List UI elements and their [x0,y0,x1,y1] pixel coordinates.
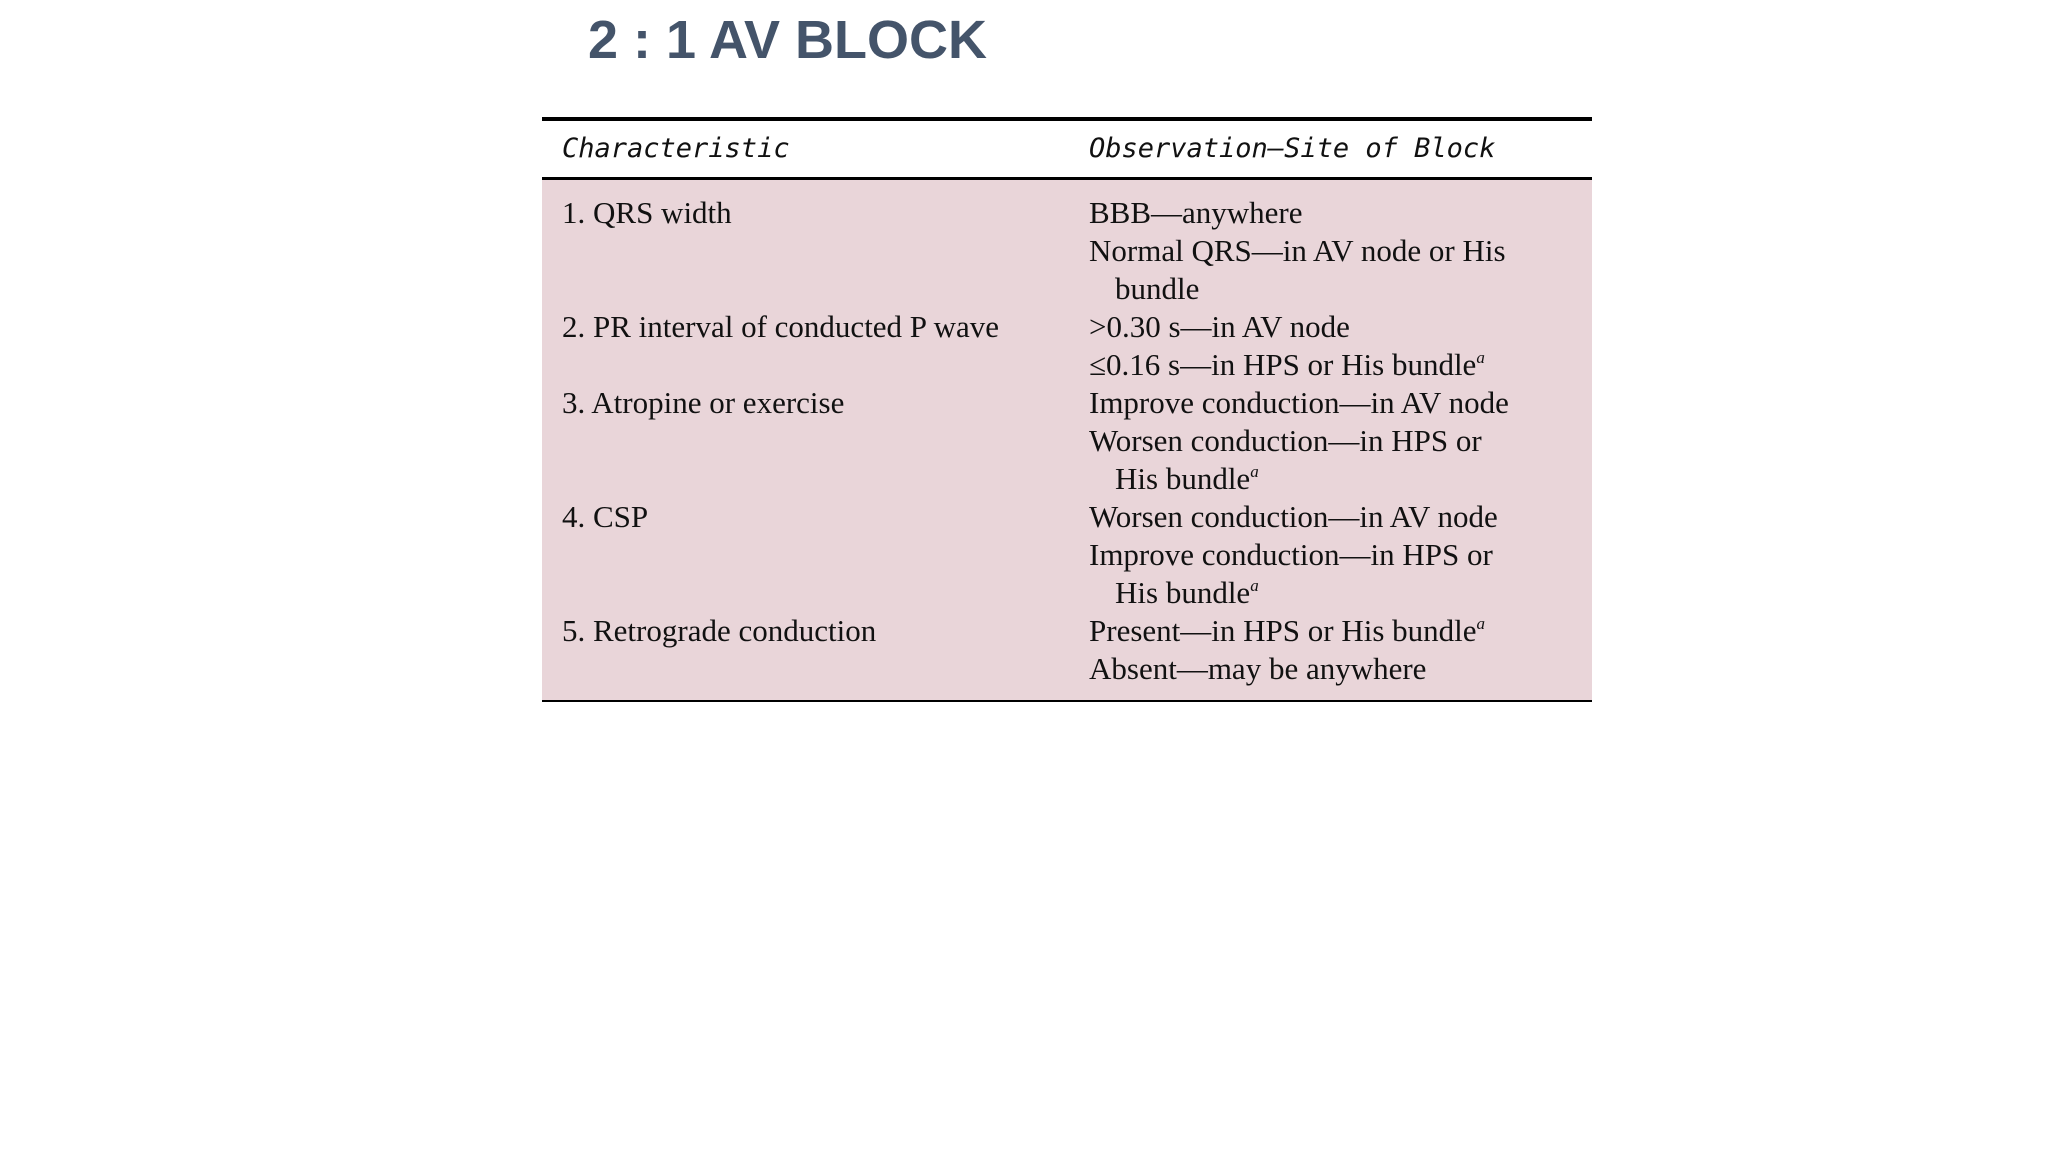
row-characteristic: 1. QRS width [562,195,732,230]
observation-line: Improve conduction—in HPS or [1089,537,1493,572]
row-observations [1089,194,1592,308]
table-body [542,180,1592,700]
table-row [542,194,1592,308]
footnote-marker: a [1476,614,1485,633]
observation-line: BBB—anywhere [1089,195,1303,230]
table-row [542,308,1592,384]
footnote-marker: a [1476,348,1485,367]
footnote-marker: a [1250,462,1259,481]
observation-text: ≤0.16 s—in HPS or His bundle [1089,347,1477,382]
observation-line: Improve conduction—in AV node [1089,385,1509,420]
observation-line-footnoted [1089,460,1592,498]
row-characteristic: 2. PR interval of conducted P wave [562,309,1000,344]
table-header [542,121,1592,177]
slide-title: 2 : 1 AV BLOCK [588,10,988,70]
observation-line-footnoted [1089,346,1592,384]
observation-line: Worsen conduction—in AV node [1089,499,1498,534]
observation-line: >0.30 s—in AV node [1089,309,1350,344]
row-observations [1089,384,1592,498]
row-observations [1089,612,1592,688]
row-characteristic: 4. CSP [562,499,649,534]
observation-line-footnoted [1089,574,1592,612]
observation-text: His bundle [1115,575,1251,610]
table-row [542,612,1592,688]
observation-line: Normal QRS—in AV node or His [1089,233,1506,268]
row-characteristic: 5. Retrograde conduction [562,613,877,648]
observation-line: Worsen conduction—in HPS or [1089,423,1482,458]
observation-text: His bundle [1115,461,1251,496]
header-characteristic: Characteristic [562,133,790,164]
observation-line: Absent—may be anywhere [1089,651,1427,686]
row-characteristic: 3. Atropine or exercise [562,385,845,420]
row-observations [1089,308,1592,384]
table-bottom-rule [542,700,1592,702]
observation-line: bundle [1115,271,1200,306]
observation-text: Present—in HPS or His bundle [1089,613,1477,648]
footnote-marker: a [1250,576,1259,595]
av-block-table [542,117,1592,702]
header-observation: Observation—Site of Block [1089,133,1496,164]
observation-line-footnoted [1089,612,1592,650]
table-row [542,384,1592,498]
row-observations [1089,498,1592,612]
table-row [542,498,1592,612]
